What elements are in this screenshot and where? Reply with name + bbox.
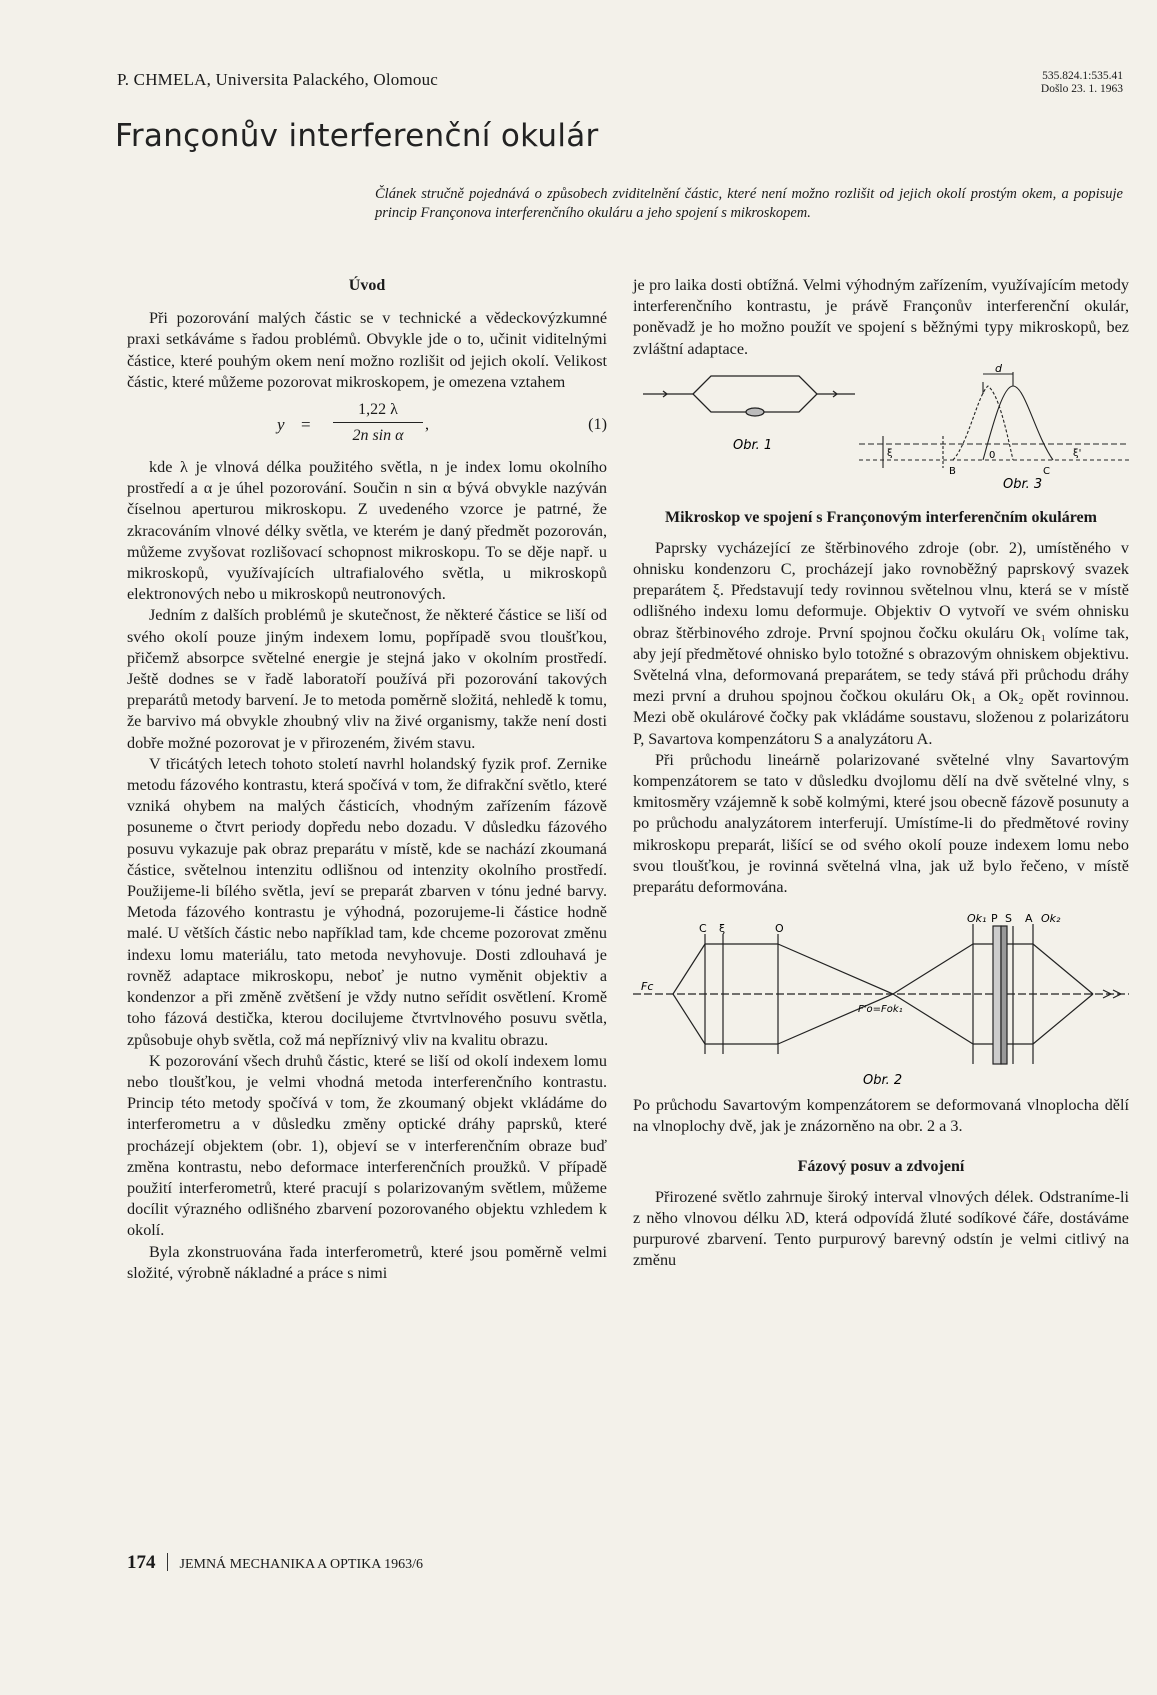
figure-2-optical-path (633, 924, 1129, 1064)
figure-3-label-b: B (949, 465, 956, 477)
paragraph: Při pozorování malých částic se v technické a vědeckovýzkumné praxi setkáváme s řadou problémů. Obvykle jde o to, učinit viditelnými částice, které pouhým okem není možno rozlišit od jejich okolí. Velikost částic, které můžeme pozorovat mikroskopem, je omezena vztahem (127, 309, 607, 391)
figure-2 (633, 912, 1129, 1087)
figure-2-label-fo: F'o=Fok₁ (858, 1004, 903, 1016)
paragraph: Byla zkonstruována řada interferometrů, které jsou poměrně velmi složité, výrobně nákladné a práce s nimi (127, 1242, 607, 1282)
formula-number: (1) (588, 415, 607, 434)
paragraph: Paprsky vycházející ze štěrbinového zdroje (obr. 2), umístěného v ohnisku kondenzoru C, procházejí jako rovnoběžný paprskový svazek preparátem ξ. Představují tedy rovinnou světelnou vlnu, která se v místě odlišného indexu lomu deformuje. Objektiv O vytvoří ve svém ohnisku obraz štěrbinového zdroje. První spojnou čočku okuláru Ok₁ volíme tak, aby její předmětové ohnisko bylo totožné s obrazovým ohniskem objektivu. Světelná vlna, deformovaná preparátem, se tedy stává při průchodu dráhy mezi první a druhou spojnou čočkou okuláru Ok₁ a Ok₂ opět rovinnou. Mezi obě okulárové čočky pak vkládáme soustavu, složenou z polarizátoru P, Savartova kompenzátoru S a analyzátoru A. (633, 538, 1129, 748)
figure-2-label-fc: Fc (641, 980, 654, 994)
figure-2-label-ok1: Ok₁ (967, 912, 987, 926)
formula-comma: , (425, 415, 430, 434)
paragraph: Přirozené světlo zahrnuje široký interval vlnových délek. Odstraníme-li z něho vlnovou délku λD, která odpovídá žluté sodíkové čáře, dostáváme purpurové zbarvení. Tento purpurový barevný odstín je velmi citlivý na změnu (633, 1187, 1129, 1270)
paragraph: kde λ je vlnová délka použitého světla, n je index lomu okolního prostředí a α je úhel pozorování. Součin n sin α bývá obvykle nazýván číselnou aperturou mikroskopu. Z uvedeného vzorce je patrné, že zkracováním vlnové délky světla, ve kterém je daný předmět pozorován, můžeme zvyšovat rozlišovací schopnost mikroskopu. To se děje např. u mikroskopů, využívajících ultrafialového světla, u mikroskopů elektronových nebo u mikroskopů neutronových. (127, 458, 607, 604)
figure-2-label-s: S (1005, 912, 1012, 926)
section-heading-intro: Úvod (348, 277, 386, 294)
footer-separator (167, 1553, 168, 1571)
formula-numerator: 1,22 λ (333, 399, 423, 423)
figure-3-label-xi-prime: ξ' (1073, 447, 1082, 459)
paragraph: Při průchodu lineárně polarizované světelné vlny Savartovým kompenzátorem se tato v důsledku dvojlomu dělí na dvě světelné vlny, s kmitosměry vzájemně k sobě kolmými, které jsou obecně fázově posunuty a po průchodu analyzátorem interferují. Umístíme-li do předmětové roviny mikroskopu preparát, lišící se od svého okolí pouze indexem lomu nebo svou tloušťkou, je rovinná světelná vlna, jak už bylo řečeno, v místě preparátu deformována. (633, 750, 1129, 897)
right-column (633, 275, 1129, 1271)
figure-2-caption: Obr. 2 (863, 1073, 903, 1088)
figures-1-3 (633, 364, 1129, 489)
formula-fraction (333, 399, 423, 446)
page-footer (127, 1552, 423, 1574)
section-heading-phase-shift: Fázový posuv a zdvojení (797, 1157, 965, 1175)
figure-2-label-p: P (991, 912, 998, 926)
figure-3-label-xi: ξ (887, 447, 893, 459)
figure-1-and-3-drawing (633, 364, 1129, 489)
figure-1-interferometer (643, 376, 855, 416)
journal-name: JEMNÁ MECHANIKA A OPTIKA 1963/6 (179, 1557, 423, 1572)
left-column (127, 275, 607, 1284)
article-title: Françonův interferenční okulár (115, 118, 599, 154)
abstract: Článek stručně pojednává o způsobech zviditelnění částic, které není možno rozlišit od jejich okolí prostým okem, a popisuje princip Françonova interferenčního okuláru a jeho spojení s mikroskopem. (375, 186, 1123, 221)
figure-1-caption: Obr. 1 (733, 437, 773, 453)
paragraph: K pozorování všech druhů částic, které se liší od okolí indexem lomu nebo tloušťkou, je velmi vhodná metoda interferenčního kontrastu. Princip této metody spočívá v tom, že zkoumaný objekt vkládáme do interferometru a v důsledku změny optické dráhy paprsků, které procházejí objektem (obr. 1), objeví se v interferenčním obraze buď změna kontrastu, nebo deformace interferenčních proužků. V případě použití interferometrů, které pracují s polarizovaným světlem, můžeme docílit výrazného odlišného zbarvení pozorovaného objektu vzhledem k okolí. (127, 1051, 607, 1240)
author-line: P. CHMELA, Universita Palackého, Olomouc (117, 70, 439, 89)
paragraph: Po průchodu Savartovým kompenzátorem se deformovaná vlnoplocha dělí na vlnoplochy dvě, jak je znázorněno na obr. 2 a 3. (633, 1096, 1129, 1136)
figure-2-label-ok2: Ok₂ (1041, 912, 1061, 926)
figure-3-label-c: C (1043, 465, 1050, 477)
figure-2-label-xi: ξ (719, 922, 726, 936)
udc-code: 535.824.1:535.41 (1042, 70, 1123, 82)
formula-denominator: 2n sin α (352, 427, 404, 445)
figure-3-caption: Obr. 3 (1003, 476, 1043, 489)
figure-2-drawing (633, 912, 1129, 1087)
classification-code (1041, 70, 1123, 96)
section-heading-microscope: Mikroskop ve spojení s Françonovým interferenčním okulárem (665, 508, 1097, 526)
figure-3-label-zero: 0 (989, 449, 996, 461)
formula-equals: = (301, 415, 311, 435)
formula-lhs: y (277, 415, 285, 435)
paragraph: je pro laika dosti obtížná. Velmi výhodným zařízením, využívajícím metody interferenčního kontrastu, je právě Françonův interferenční okulár, poněvadž je ho možno použít ve spojení s běžnými typy mikroskopů, bez zvláštní adaptace. (633, 276, 1129, 358)
figure-2-label-o: O (775, 922, 784, 936)
formula-1 (127, 399, 607, 451)
page-number: 174 (127, 1552, 156, 1573)
received-date: Došlo 23. 1. 1963 (1040, 83, 1123, 95)
figure-2-label-c: C (699, 922, 707, 936)
figure-2-label-a: A (1025, 912, 1033, 926)
figure-3-label-d: d (995, 363, 1002, 375)
paragraph: Jedním z dalších problémů je skutečnost, že některé částice se liší od svého okolí pouze jiným indexem lomu, popřípadě svou tloušťkou, přičemž absorpce světelné energie je stejná jako v okolním prostředí. Ještě dodnes se v řadě laboratoří používá při pozorování takových preparátů metody barvení. Je to metoda poměrně složitá, nehledě k tomu, že barvivo má obvykle zhoubný vliv na živé organismy, takže není dosti dobře možné pozorovat je v přirozeném, živém stavu. (127, 606, 607, 752)
paragraph: V třicátých letech tohoto století navrhl holandský fyzik prof. Zernike metodu fázového kontrastu, která spočívá v tom, že difrakční světlo, které vzniká ohybem na malých částicích, vhodným zařízením fázově posuneme o čtvrt periody dopředu nebo dozadu. V důsledku fázového posuvu vykazuje pak obraz preparátu v místě, kde se nachází zkoumaná částice, světelnou intenzitu odlišnou od intenzity okolního prostředí. Použijeme-li bílého světla, jeví se preparát zbarven v tónu jedné barvy. Metoda fázového kontrastu je výhodná, pozorujeme-li částice hodně malé. U větších částic nebo například tam, kde chceme pozorovat změnu indexu lomu materiálu, tato metoda nevyhovuje. Dosti zdlouhavá je rovněž adaptace mikroskopu, neboť je nutno vyměnit objektiv a kondenzor a při změně zvětšení je vždy nutno seřídit osvětlení. Kromě toho fázová destička, kterou docilujeme čtvrtvlnového posuvu světla, způsobuje ohyb světla, což má nepříznivý vliv na kvalitu obrazu. (127, 754, 607, 1049)
